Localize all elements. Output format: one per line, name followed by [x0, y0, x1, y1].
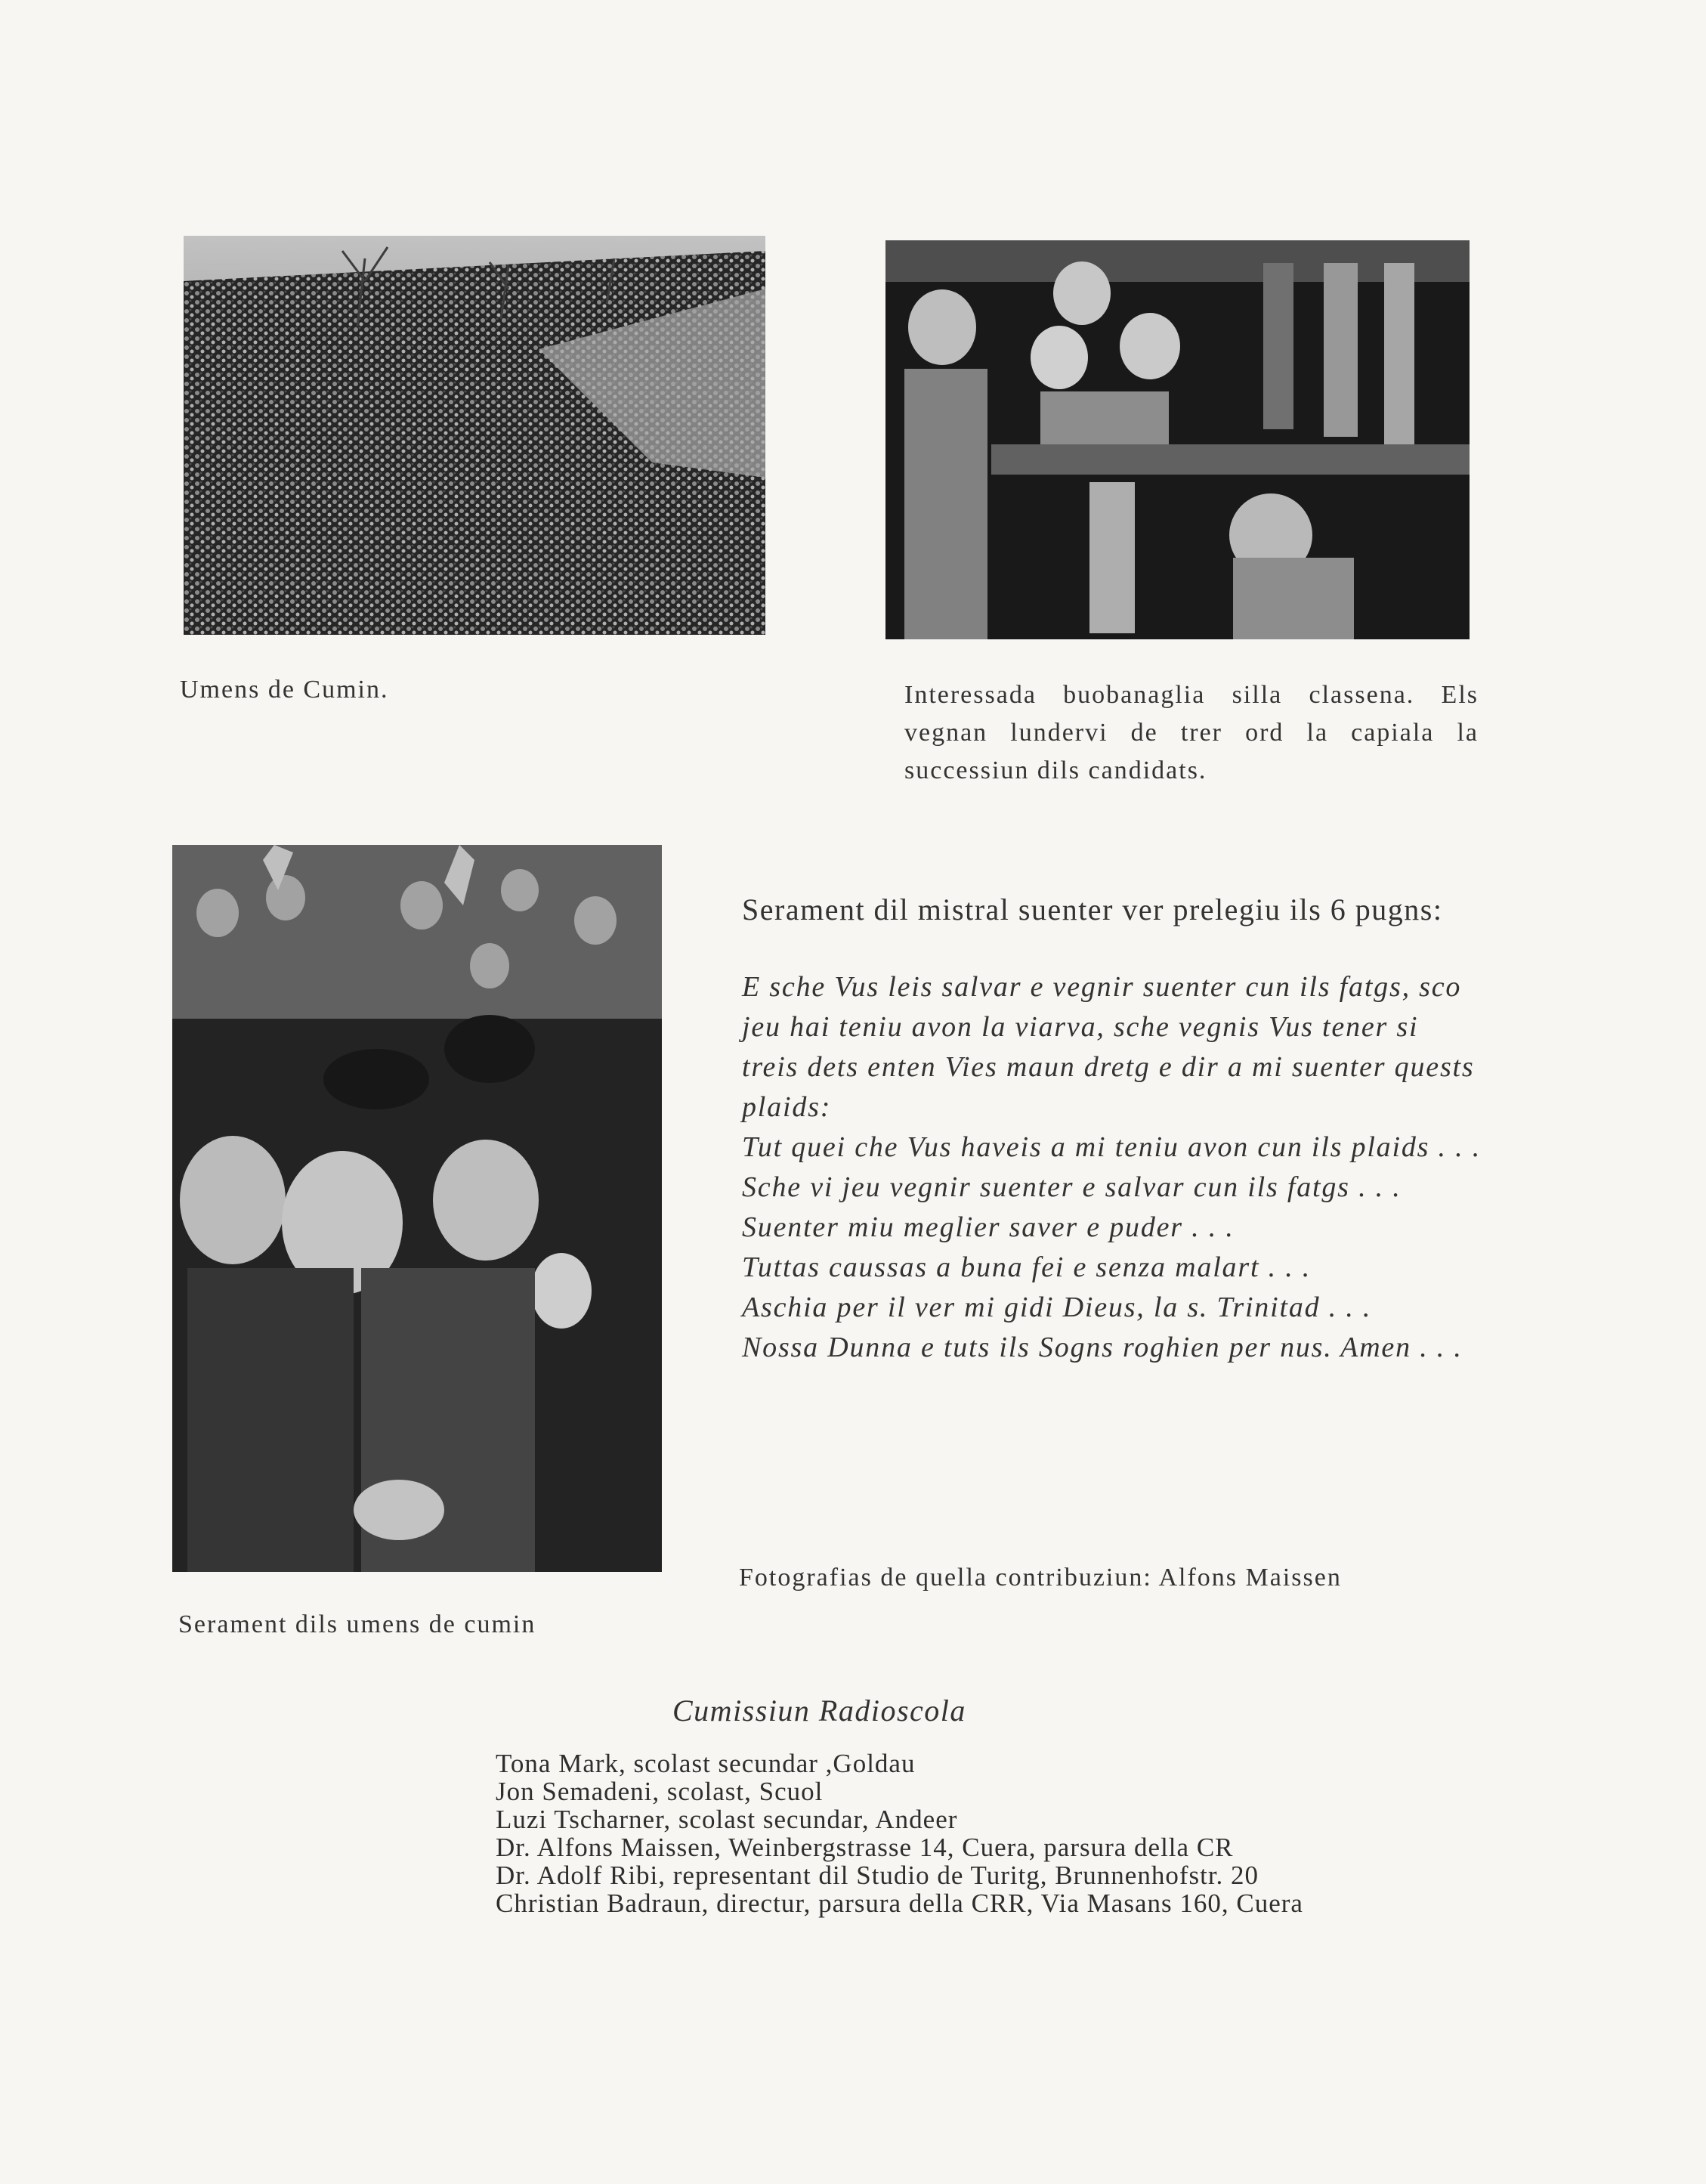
- oath-line: E sche Vus leis salvar e vegnir suenter cun ils fatgs, sco: [742, 971, 1462, 1003]
- oath-line: Aschia per il ver mi gidi Dieus, la s. Trinitad . . .: [742, 1292, 1372, 1323]
- member-line: Jon Semadeni, scolast, Scuol: [496, 1777, 824, 1806]
- boys-photo-image: [885, 240, 1470, 639]
- oath-line: treis dets enten Vies maun dretg e dir a mi suenter quests: [742, 1051, 1475, 1083]
- boys-caption: Interessada buobanaglia silla classena. Els vegnan lundervi de trer ord la capiala la successiun dils candidats.: [904, 681, 1479, 784]
- oath-line: Tut quei che Vus haveis a mi teniu avon cun ils plaids . . .: [742, 1131, 1482, 1163]
- photo-crowd: [184, 236, 765, 635]
- oath-line: plaids:: [742, 1091, 832, 1123]
- oath-line: Suenter miu meglier saver e puder . . .: [742, 1211, 1235, 1243]
- member-line: Dr. Alfons Maissen, Weinbergstrasse 14, Cuera, parsura della CR: [496, 1833, 1234, 1862]
- member-line: Tona Mark, scolast secundar ,Goldau: [496, 1749, 916, 1778]
- member-line: Dr. Adolf Ribi, representant dil Studio de Turitg, Brunnenhofstr. 20: [496, 1861, 1259, 1890]
- oath-line: Sche vi jeu vegnir suenter e salvar cun ils fatgs . . .: [742, 1171, 1402, 1203]
- photo-credit: Fotografias de quella contribuziun: Alfons Maissen: [739, 1564, 1342, 1592]
- member-line: Christian Badraun, directur, parsura della CRR, Via Masans 160, Cuera: [496, 1889, 1303, 1918]
- crowd-photo-image: [184, 236, 765, 635]
- member-line: Luzi Tscharner, scolast secundar, Andeer: [496, 1805, 958, 1834]
- commission-title: Cumissiun Radioscola: [672, 1694, 966, 1728]
- crowd-caption: Umens de Cumin.: [180, 676, 389, 704]
- oath-intro: Serament dil mistral suenter ver prelegiu ils 6 pugns:: [742, 892, 1443, 926]
- oath-photo-image: [172, 845, 662, 1572]
- oath-line: Tuttas caussas a buna fei e senza malart . . .: [742, 1251, 1312, 1283]
- oath-caption: Serament dils umens de cumin: [178, 1610, 536, 1638]
- photo-oath: [172, 845, 662, 1572]
- photo-boys: [885, 240, 1470, 639]
- oath-line: Nossa Dunna e tuts ils Sogns roghien per nus. Amen . . .: [742, 1332, 1463, 1363]
- oath-text: [742, 967, 1482, 1368]
- commission-members: [496, 1749, 1478, 1917]
- oath-line: jeu hai teniu avon la viarva, sche vegnis Vus tener si: [742, 1011, 1419, 1043]
